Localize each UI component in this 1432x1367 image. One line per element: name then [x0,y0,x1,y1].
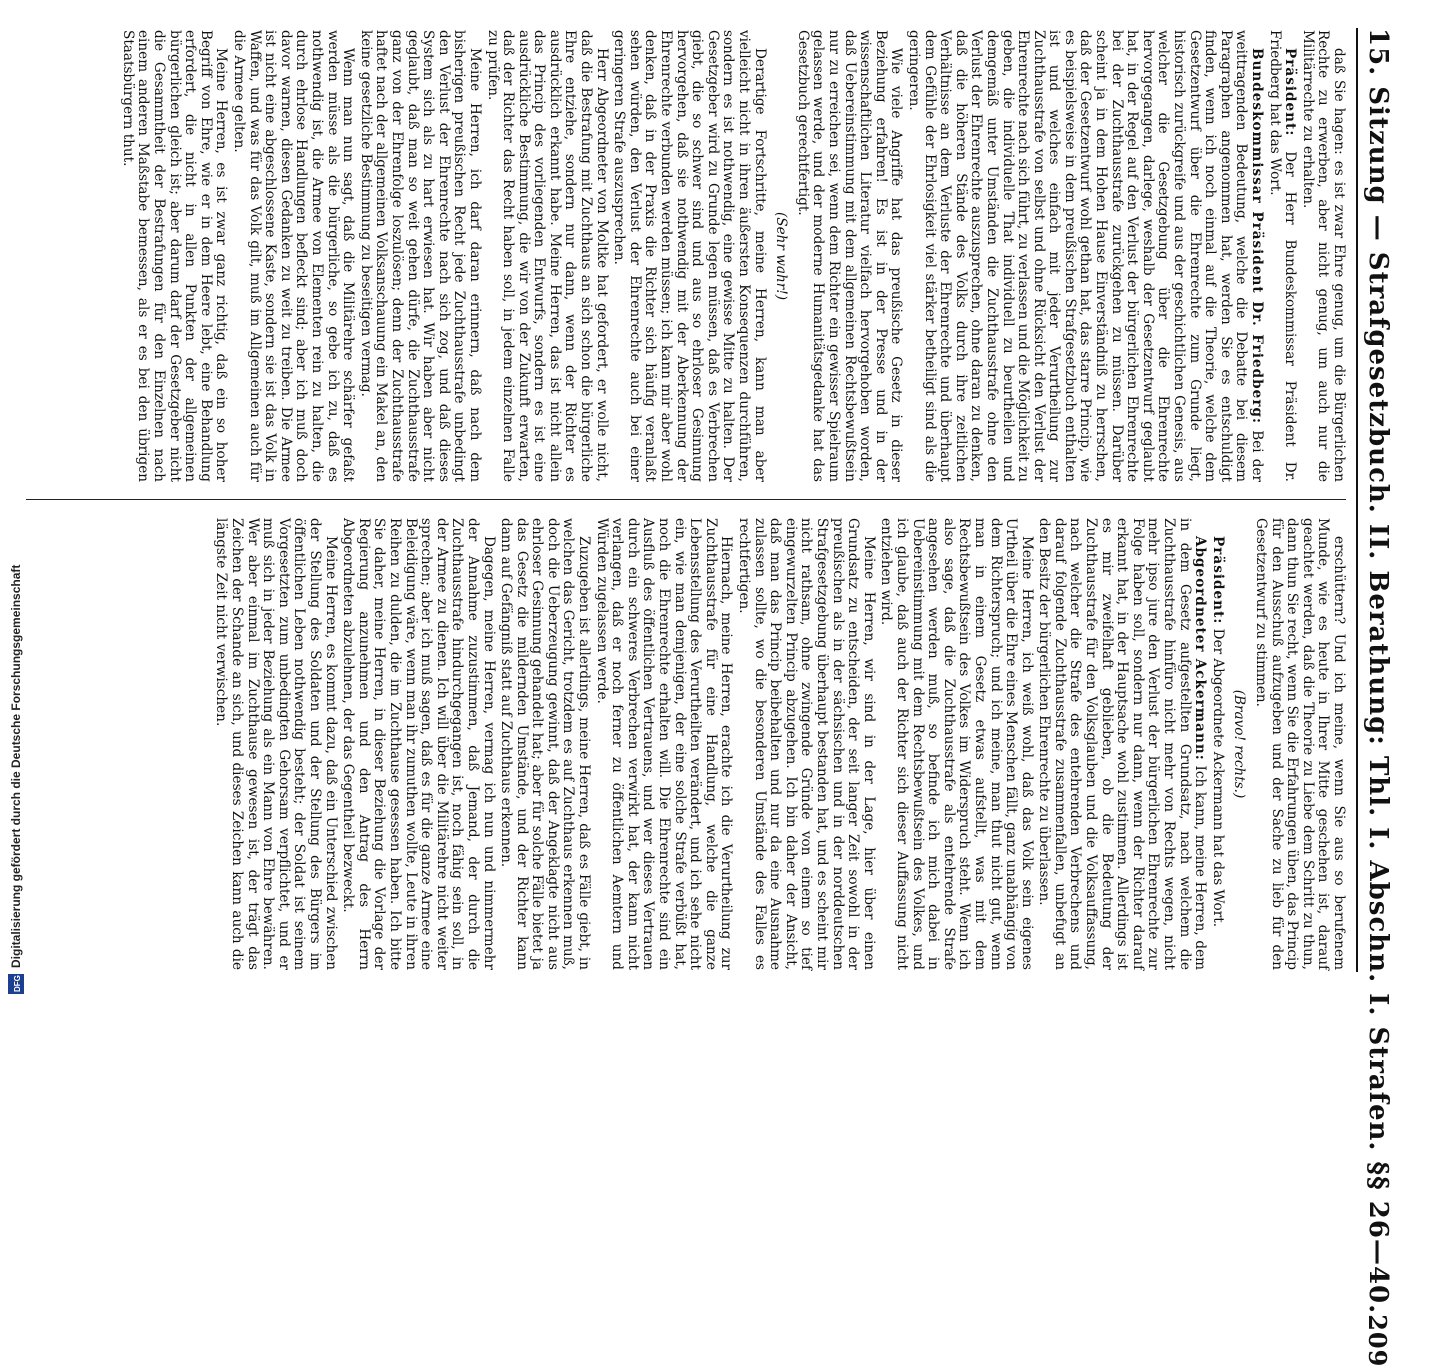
left-column [26,30,1346,482]
speaker-name: Bundeskommissar Präsident Dr. Friedberg: [1249,48,1266,425]
speaker-name: Präsident: [1209,536,1226,625]
paragraph-text: Derartige Fortschritte, meine Herren, kann man aber vielleicht nicht in ihren äußersten Konsequenzen durchführen, sondern es ist nothwendig, eine gewisse Mitte zu halten. Der Gesetzgeber wird zu Grunde legen müssen, daß es Verbrechen giebt, die so schwer sind und aus so ehrloser Gesinnung hervorgehen, daß sie nothwendig mit der Aberkennung der Ehrenrechte verbunden werden müssen; ich kann mir aber wohl denken, daß in der Praxis die Richter sich häufig veranlaßt sehen würden, den Verlust der Ehrenrechte auch bei einer geringeren Strafe auszusprechen. [611,30,768,482]
paragraph [119,30,228,482]
paragraph-text: daß Sie hagen: es ist zwar Ehre genug, um die Bürgerlichen Rechte zu erwerben, aber nicht genug, um auch nur die Militärrechte zu erhalten. [1299,30,1347,482]
paragraph-text: Meine Herren, es kommt dazu, daß ein Unterschied zwischen der Stellung des Soldaten und der Stellung des Bürgers im öffentlichen Leben nothwendig besteht; der Soldat ist seinem Vorgesetzten zum unbedingten Gehorsam verpflichtet, und er muß sich in jeder Beziehung als ein Mann von Ehre bewähren. Wer aber einmal im Zuchthause gewesen ist, der trägt das Zeichen der Schande an sich, und dieses Zeichen kann auch die längste Zeit nicht verwischen. [213,518,339,970]
page-number: 209 [1363,1314,1393,1367]
paragraph-text: Herr Abgeordneter von Moltke hat gefordert, er wolle nicht, daß die Bestrafung mit Zuchthaus an sich schon die bürgerliche Ehre entziehe, sondern nur dann, wenn der Richter es ausdrücklich erkannt habe. Meine Herren, das ist nicht allein das Princip des vorliegenden Entwurfs, sondern es ist eine ausdrückliche Bestimmung, die wir von der Zukunft erwarten, daß der Richter das Recht haben soll, in jedem einzelnen Falle zu prüfen. [484,30,610,482]
paragraph [905,30,1264,482]
paragraph-text: Dagegen, meine Herren, vermag ich nun und nimmermehr der Annahme zuzustimmen, daß Jemand, der durch die Zuchthausstrafe hindurchgegangen ist, noch fähig sein soll, in der Armee zu dienen. Ich will über die Militärehre nicht weiter sprechen; aber ich muß sagen, daß es für die ganze Armee eine Beleidigung wäre, wenn man ihr zumuthen wollte, Leute in ihren Reihen zu dulden, die im Zuchthause gesessen haben. Ich bitte Sie daher, meine Herren, in dieser Beziehung die Vorlage der Regierung anzunehmen und den Antrag des Herrn Abgeordneten abzulehnen, der das Gegentheil bezweckt. [340,518,497,970]
paragraph [340,518,496,970]
paragraph-text: Meine Herren, es ist zwar ganz richtig, daß ein so hoher Begriff von Ehre, wie er in dem Heere lebt, eine Behandlung erfordert, die nicht in allen Punkten der allgemeinen bürgerlichen gleich ist; aber darum darf der Gesetzgeber nicht die Gesammtheit der Bestrafungen für den Einzelnen nach einem anderen Maßstabe bemessen, als er es bei den übrigen Staatsbürgern thut. [119,30,230,482]
paragraph-text: Zuzugeben ist allerdings, meine Herren, daß es Fälle giebt, in welchen das Gericht, trotzdem es auf Zuchthaus erkennen muß, doch die Ueberzeugung gewinnt, daß der Angeklagte nicht aus ehrloser Gesinnung gehandelt hat; aber für solche Fälle bietet ja das Gesetz die mildernden Umstände, und der Richter kann dann auf Gefängniß statt auf Zuchthaus erkennen. [498,518,593,970]
paragraph-text: erschüttern? Und ich meine, wenn Sie aus so berufenem Munde, wie es heute in Ihrer Mitte geschehen ist, darauf geachtet werden, daß die Theorie zu Liebe dem Schritt zu thun, dann thun Sie recht, wenn Sie die Erfahrungen üben, das Princip für den Ausschuß aufzugeben und der Sache zu lieb für den Gesetzentwurf zu stimmen. [1253,518,1347,970]
paragraph [593,518,733,970]
paragraph-text: Meine Herren, ich weiß wohl, daß das Volk sein eigenes Urtheil über die Ehre eines Menschen fällt, ganz unabhängig von dem Richterspruch; und ich meine, man thut nicht gut, wenn man in einem Gesetz etwas aufstellt, was mit dem Rechtsbewußtsein des Volkes im Widerspruch steht. Wenn ich also sage, daß die Zuchthausstrafe als entehrende Strafe angesehen werden muß, so befinde ich mich dabei in Uebereinstimmung mit dem Rechtsbewußtsein des Volkes, und ich glaube, daß auch der Richter sich dieser Auffassung nicht entziehen wird. [878,518,1035,970]
paragraph [213,518,338,970]
paragraph [611,30,767,482]
paragraph [1299,30,1346,482]
running-head [1356,28,1398,1367]
paragraph [1209,518,1225,970]
paragraph-text: Meine Herren, wir sind in der Lage, hier über einen Grundsatz zu entscheiden, der seit langer Zeit sowohl in der preußischen als in der sächsischen und in der norddeutschen Strafgesetzgebung überhaupt bestanden hat, und es scheint mir nicht rathsam, ohne zwingende Gründe von einem so tief eingewurzelten Princip abzugehen. Ich bin daher der Ansicht, daß man das Princip beibehalten und nur da eine Ausnahme zulassen sollte, wo die besonderen Umstände des Falles es rechtfertigen. [736,518,877,970]
paragraph-text: Wie viele Angriffe hat das preußische Gesetz in dieser Beziehung erfahren! Es ist in der Presse und in der wissenschaftlichen Literatur vielfach hervorgehoben worden, daß Uebereinstimmung mit dem allgemeinen Rechtsbewußtsein nur zu erreichen sei, wenn dem Richter ein gewisser Spielraum gelassen werde, und der moderne Humanitätsgedanke hat das Gesetzbuch gerechtfertigt. [794,30,905,482]
paragraph-text: Hiernach, meine Herren, erachte ich die Verurtheilung zur Zuchthausstrafe für eine Handlung, welche die ganze Lebensstellung des Verurtheilten verändert, und ich sehe nicht ein, wie man demjenigen, der eine solche Strafe verbüßt hat, noch die Ehrenrechte erhalten will. Die Ehrenrechte sind ein Ausfluß des öffentlichen Vertrauens, und wer dieses Vertrauen durch ein schweres Verbrechen verwirkt hat, der kann nicht verlangen, daß er noch ferner zu öffentlichen Aemtern und Würden zugelassen werde. [593,518,735,970]
paragraph-text: Der Herr Bundeskommissar Präsident Dr. Friedberg hat das Wort. [1266,30,1299,482]
paragraph [357,30,482,482]
page-title: 15. Sitzung — Strafgesetzbuch. II. Berathung: Thl. I. Abschn. I. Strafen. §§ 26—40. [1363,28,1393,1315]
paragraph-text: Wenn man nun sagt, daß die Militärehre schärfer gefaßt werden müsse als die bürgerliche, so gebe ich zu, daß es nothwendig ist, die Armee von Elementen rein zu halten, die durch ehrlose Handlungen befleckt sind; aber ich muß doch davor warnen, diesen Gedanken zu weit zu treiben. Die Armee ist nicht eine abgeschlossene Kaste, sondern sie ist das Volk in Waffen, und was für das Volk gilt, muß im Allgemeinen auch für die Armee gelten. [231,30,357,482]
paragraph [230,30,355,482]
right-column [26,518,1346,970]
paragraph-text: Der Abgeordnete Ackermann hat das Wort. [1209,628,1226,928]
column-divider [26,499,1346,500]
paragraph-text: Meine Herren, ich darf daran erinnern, daß nach dem bisherigen preußischen Recht jede Zuchthausstrafe unbedingt den Verlust der Ehrenrechte nach sich zog, und daß dieses System sich als zu hart erwiesen hat. Wir haben aber nicht geglaubt, daß man so weit gehen dürfe, die Zuchthausstrafe ganz von der Ehrenfolge loszulösen; denn der Zuchthausstrafe haftet nach der allgemeinen Volksanschauung ein Makel an, den keine gesetzliche Bestimmung zu beseitigen vermag. [357,30,483,482]
paragraph [1266,30,1297,482]
speaker-name: Präsident: [1282,48,1299,137]
paragraph-text: Ich kann, meine Herren, dem in dem Gesetz aufgestellten Grundsatz, nach welchem die Zuchthausstrafe hinfüro nicht mehr von Rechts wegen, nicht mehr ipso jure den Verlust der bürgerlichen Ehrenrechte zur Folge haben soll, sondern nur dann, wenn der Richter darauf erkannt hat, in der Hauptsache wohl zustimmen. Allerdings ist es mir zweifelhaft geblieben, ob die Bedeutung der Zuchthausstrafe für den Volksglauben und die Volksauffassung, nach welcher die Strafe des entehrenden Verbrechens und darauf folgende Zuchthausstrafe zusammenfallen, unbefugt an den Besitz der bürgerlichen Ehrenrechte zu überlassen. [1036,518,1209,971]
dfg-logo-icon: DFG [8,974,24,994]
paragraph [878,518,1034,970]
paragraph [484,30,609,482]
paragraph [1036,518,1208,970]
paragraph [794,30,903,482]
paragraph [735,518,875,970]
digitization-credit [4,524,28,994]
paragraph-text: Bei der weittragenden Bedeutung, welche die Debatte bei diesem Paragraphen angenommen hat, werden Sie es entschuldigt finden, wenn ich noch einmal auf die Theorie, welche dem Gesetzentwurf über die Ehrenrechte zum Grunde liegt, historisch zurückgreife und aus der geschichtlichen Genesis, aus welcher die Gesetzgebung über die Ehrenrechte hervorgegangen, darlege, weshalb der Gesetzentwurf geglaubt hat, in der Regel auf den Verlust der bürgerlichen Ehrenrechte bei der Zuchthausstrafe zurückgehen zu müssen. Darüber scheint ja in dem Hohen Hause Einverständniß zu herrschen, daß der Gesetzentwurf wohl gethan hat, das starre Princip, wie es beispielsweise in dem preußischen Strafgesetzbuch enthalten ist und welches einfach mit jeder Verurtheilung zur Zuchthausstrafe von selbst und ohne Rücksicht den Verlust der Ehrenrechte nach sich führt, zu verlassen und die Möglichkeit zu geben, die individuelle That individuell zu beurtheilen und demgemäß unter Umständen die Zuchthausstrafe ohne den Verlust der Ehrenrechte auszusprechen, ohne daran zu denken, daß die höheren Stände des Volks durch ihre zeitlichen Verhältnisse an dem Verluste der Ehrenrechte und überhaupt dem Gefühle der Ehrlosigkeit viel stärker betheiligt sind als die geringeren. [905,30,1266,483]
speaker-name: Abgeordneter Ackermann: [1192,536,1209,761]
stage-direction: (Bravo! rechts.) [1231,689,1248,799]
stage-direction: (Sehr wahr!) [773,212,790,300]
paragraph [1252,518,1346,970]
digitization-credit-text: Digitalisierung gefördert durch die Deutsche Forschungsgemeinschaft [9,564,23,968]
paragraph [498,518,592,970]
